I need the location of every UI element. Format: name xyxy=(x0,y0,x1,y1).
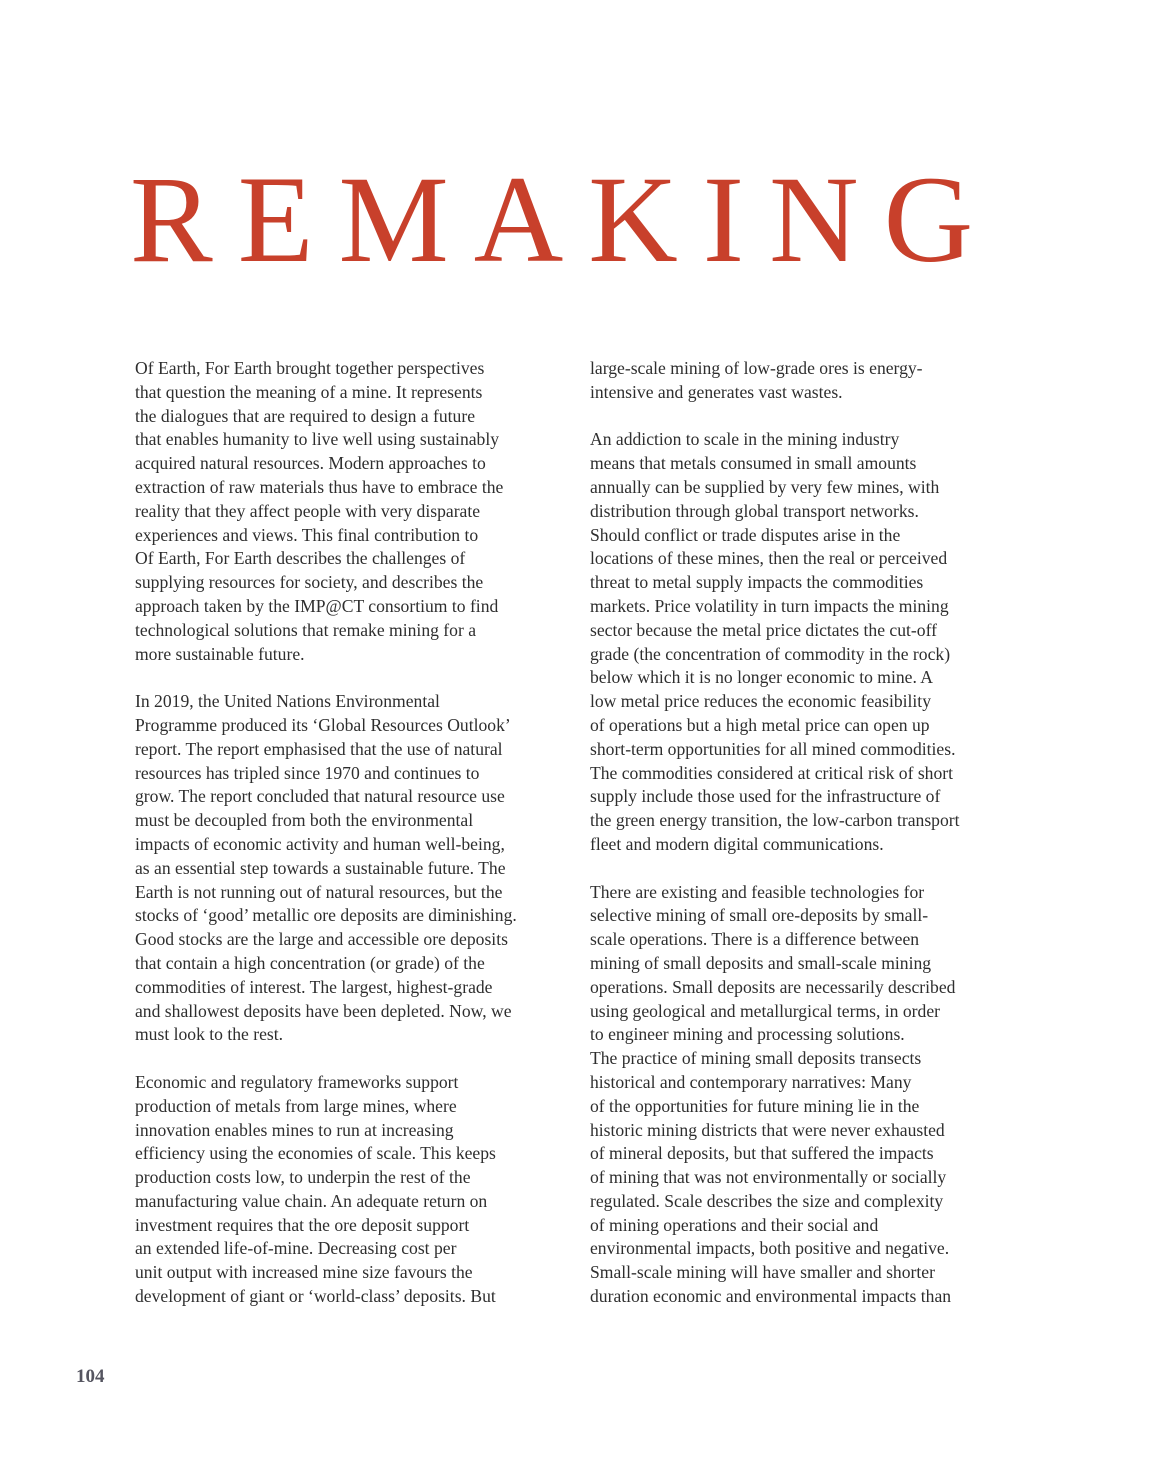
paragraph: Economic and regulatory frameworks support production of metals from large mines, where innovation enables mines to run at increasing efficiency using the economies of scale. This keeps production costs low, to underpin the rest of the manufacturing value chain. An adequate return on investment requires that the ore deposit support an extended life-of-mine. Decreasing cost per unit output with increased mine size favours the development of giant or ‘world-class’ deposits. But xyxy=(135,1071,496,1307)
paragraph: Of Earth, For Earth brought together perspectives that question the meaning of a mine. It represents the dialogues that are required to design a future that enables humanity to live well using sustainably acquired natural resources. Modern approaches to extraction of raw materials thus have to embrace the reality that they affect people with very disparate experiences and views. This final contribution to Of Earth, For Earth describes the challenges of supplying resources for society, and describes the approach taken by the IMP@CT consortium to find technological solutions that remake mining for a more sustainable future. xyxy=(135,358,504,664)
paragraph: In 2019, the United Nations Environmental Programme produced its ‘Global Resources Outlook’ report. The report emphasised that the use of natural resources has tripled since 1970 and continues to grow. The report concluded that natural resource use must be decoupled from both the environmental impacts of economic activity and human well-being, as an essential step towards a sustainable future. The Earth is not running out of natural resources, but the stocks of ‘good’ metallic ore deposits are diminishing. Good stocks are the large and accessible ore deposits that contain a high concentration (or grade) of the commodities of interest. The largest, highest-grade and shallowest deposits have been depleted. Now, we must look to the rest. xyxy=(135,691,517,1045)
page-title: REMAKING xyxy=(130,151,999,288)
paragraph: An addiction to scale in the mining industry means that metals consumed in small amounts annually can be supplied by very few mines, with distribution through global transport networks. Should conflict or trade disputes arise in the locations of these mines, then the real or perceived threat to metal supply impacts the commodities markets. Price volatility in turn impacts the mining sector because the metal price dictates the cut-off grade (the concentration of commodity in the rock) below which it is no longer economic to mine. A low metal price reduces the economic feasibility of operations but a high metal price can open up short-term opportunities for all mined commodities. The commodities considered at critical risk of short supply include those used for the infrastructure of the green energy transition, the low-carbon transport fleet and modern digital communications. xyxy=(590,429,960,854)
right-text-column xyxy=(590,357,1030,1309)
left-text-column xyxy=(135,357,567,1309)
paragraph: There are existing and feasible technologies for selective mining of small ore-deposits by small- scale operations. There is a difference between mining of small deposits and small-scale mining operations. Small deposits are necessarily described using geological and metallurgical terms, in order to engineer mining and processing solutions. The practice of mining small deposits transects historical and contemporary narratives: Many of the opportunities for future mining lie in the historic mining districts that were never exhausted of mineral deposits, but that suffered the impacts of mining that was not environmentally or socially regulated. Scale describes the size and complexity of mining operations and their social and environmental impacts, both positive and negative. Small-scale mining will have smaller and shorter duration economic and environmental impacts than xyxy=(590,881,956,1307)
paragraph: large-scale mining of low-grade ores is energy- intensive and generates vast wastes. xyxy=(590,358,923,402)
page-number: 104 xyxy=(76,1366,105,1387)
